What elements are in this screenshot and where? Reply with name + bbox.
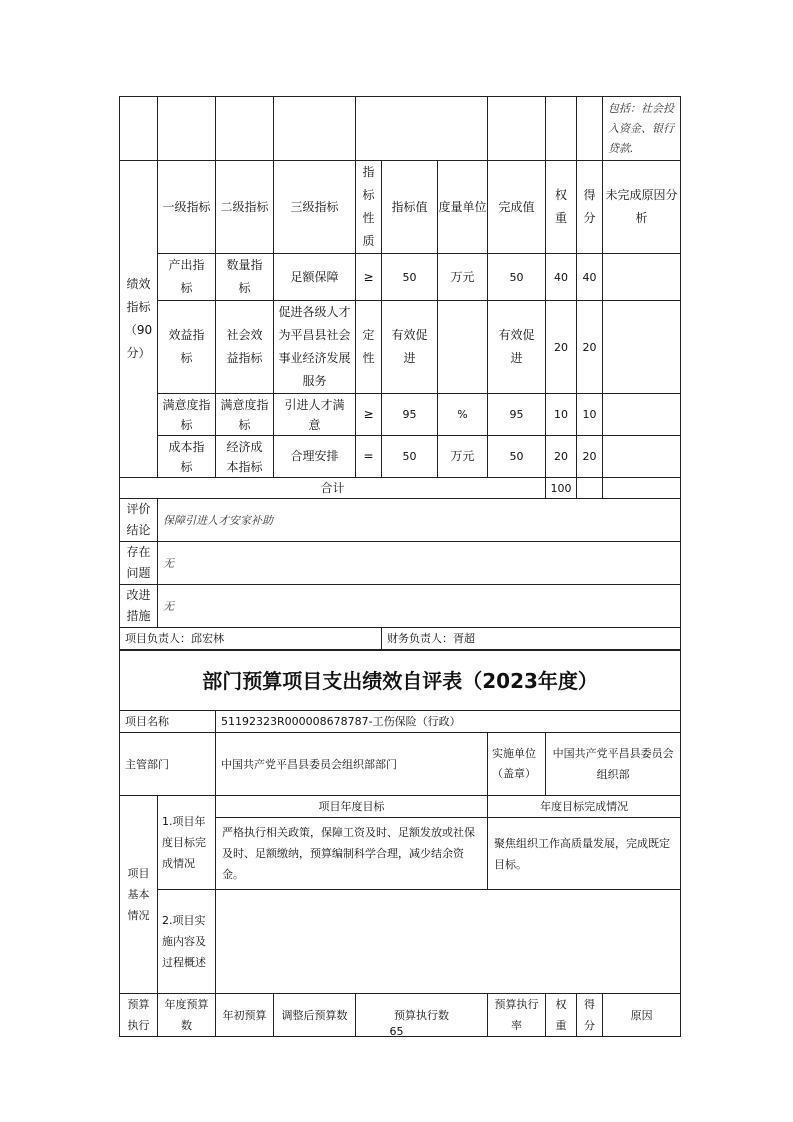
cell <box>546 97 577 161</box>
score: 10 <box>577 394 603 436</box>
level3: 足额保障 <box>274 254 356 301</box>
nature: ≥ <box>356 394 382 436</box>
budget-self-evaluation-table <box>119 650 681 1037</box>
header-row <box>120 161 681 254</box>
title-row <box>120 651 681 711</box>
cell <box>120 97 158 161</box>
actual: 有效促进 <box>488 301 546 394</box>
conclusion-value: 保障引进人才安家补助 <box>158 499 681 542</box>
budget-adjusted: 调整后预算数 <box>274 994 356 1037</box>
level2: 经济成本指标 <box>216 436 274 478</box>
finance-lead: 财务负责人：胥超 <box>382 628 681 650</box>
actual: 50 <box>488 436 546 478</box>
level2: 社会效益指标 <box>216 301 274 394</box>
score: 20 <box>577 436 603 478</box>
level3: 合理安排 <box>274 436 356 478</box>
header-level1: 一级指标 <box>158 161 216 254</box>
nature: = <box>356 436 382 478</box>
unit: % <box>438 394 488 436</box>
dept-row <box>120 733 681 796</box>
header-target: 指标值 <box>382 161 438 254</box>
header-score: 得分 <box>577 161 603 254</box>
goal-header: 项目年度目标 <box>216 796 488 818</box>
header-weight: 权重 <box>546 161 577 254</box>
level2: 数量指标 <box>216 254 274 301</box>
header-unit: 度量单位 <box>438 161 488 254</box>
project-name-row <box>120 711 681 733</box>
problems-label: 存在问题 <box>120 542 158 585</box>
budget-annual: 年度预算数 <box>158 994 216 1037</box>
target: 50 <box>382 436 438 478</box>
budget-executed: 预算执行数 <box>356 994 488 1037</box>
level3: 引进人才满意 <box>274 394 356 436</box>
budget-initial: 年初预算 <box>216 994 274 1037</box>
nature: ≥ <box>356 254 382 301</box>
budget-label: 预算执行 <box>120 994 158 1037</box>
basic-label: 项目基本情况 <box>120 796 158 994</box>
indicator-row <box>120 436 681 478</box>
weight: 40 <box>546 254 577 301</box>
dept-label: 主管部门 <box>120 733 216 796</box>
impl-value: 中国共产党平昌县委员会组织部 <box>546 733 681 796</box>
unit: 万元 <box>438 436 488 478</box>
impl-desc-row <box>120 890 681 994</box>
level2: 满意度指标 <box>216 394 274 436</box>
budget-weight: 权重 <box>546 994 577 1037</box>
score: 40 <box>577 254 603 301</box>
goal-text: 严格执行相关政策，保障工资及时、足额发放或社保及时、足额缴纳，预算编制科学合理，减少结余资金。 <box>216 818 488 890</box>
cell <box>577 97 603 161</box>
signature-row <box>120 628 681 650</box>
level1: 满意度指标 <box>158 394 216 436</box>
project-lead: 项目负责人：邱宏林 <box>120 628 382 650</box>
reason <box>603 436 681 478</box>
conclusion-label: 评价结论 <box>120 499 158 542</box>
improvements-row <box>120 585 681 628</box>
total-reason <box>603 478 681 499</box>
project-name-value: 51192323R000008678787-工伤保险（行政） <box>216 711 681 733</box>
improvements-value: 无 <box>158 585 681 628</box>
cell <box>488 97 546 161</box>
target: 95 <box>382 394 438 436</box>
header-nature: 指标性质 <box>356 161 382 254</box>
goal-label: 1.项目年度目标完成情况 <box>158 796 216 890</box>
cell <box>216 97 274 161</box>
goal-status-header: 年度目标完成情况 <box>488 796 681 818</box>
header-actual: 完成值 <box>488 161 546 254</box>
total-weight: 100 <box>546 478 577 499</box>
level1: 产出指标 <box>158 254 216 301</box>
funding-note: 包括：社会投入资金、银行贷款. <box>603 97 681 161</box>
unit <box>438 301 488 394</box>
impl-desc-label: 2.项目实施内容及过程概述 <box>158 890 216 994</box>
level3: 促进各级人才为平昌县社会事业经济发展服务 <box>274 301 356 394</box>
dept-value: 中国共产党平昌县委员会组织部部门 <box>216 733 488 796</box>
score: 20 <box>577 301 603 394</box>
indicator-row <box>120 394 681 436</box>
nature: 定性 <box>356 301 382 394</box>
budget-score: 得分 <box>577 994 603 1037</box>
level1: 效益指标 <box>158 301 216 394</box>
form-title: 部门预算项目支出绩效自评表（2023年度） <box>120 651 681 711</box>
page-number: 65 <box>389 1025 404 1038</box>
header-reason: 未完成原因分析 <box>603 161 681 254</box>
project-name-label: 项目名称 <box>120 711 216 733</box>
weight: 20 <box>546 436 577 478</box>
indicator-row <box>120 301 681 394</box>
impl-desc-value <box>216 890 681 994</box>
target: 有效促进 <box>382 301 438 394</box>
improvements-label: 改进措施 <box>120 585 158 628</box>
budget-rate: 预算执行率 <box>488 994 546 1037</box>
weight: 20 <box>546 301 577 394</box>
conclusion-row <box>120 499 681 542</box>
impl-label: 实施单位（盖章） <box>488 733 546 796</box>
problems-value: 无 <box>158 542 681 585</box>
actual: 95 <box>488 394 546 436</box>
performance-indicator-table <box>119 96 681 650</box>
cell <box>158 97 216 161</box>
budget-reason: 原因 <box>603 994 681 1037</box>
target: 50 <box>382 254 438 301</box>
cell <box>274 97 356 161</box>
actual: 50 <box>488 254 546 301</box>
level1: 成本指标 <box>158 436 216 478</box>
total-row <box>120 478 681 499</box>
section-label: 绩效指标（90分） <box>120 161 158 478</box>
weight: 10 <box>546 394 577 436</box>
reason <box>603 254 681 301</box>
reason <box>603 301 681 394</box>
total-label: 合计 <box>120 478 546 499</box>
problems-row <box>120 542 681 585</box>
header-level3: 三级指标 <box>274 161 356 254</box>
cell <box>356 97 488 161</box>
reason <box>603 394 681 436</box>
goal-header-row <box>120 796 681 818</box>
total-score <box>577 478 603 499</box>
top-row <box>120 97 681 161</box>
goal-status-text: 聚焦组织工作高质量发展，完成既定目标。 <box>488 818 681 890</box>
header-level2: 二级指标 <box>216 161 274 254</box>
unit: 万元 <box>438 254 488 301</box>
indicator-row <box>120 254 681 301</box>
